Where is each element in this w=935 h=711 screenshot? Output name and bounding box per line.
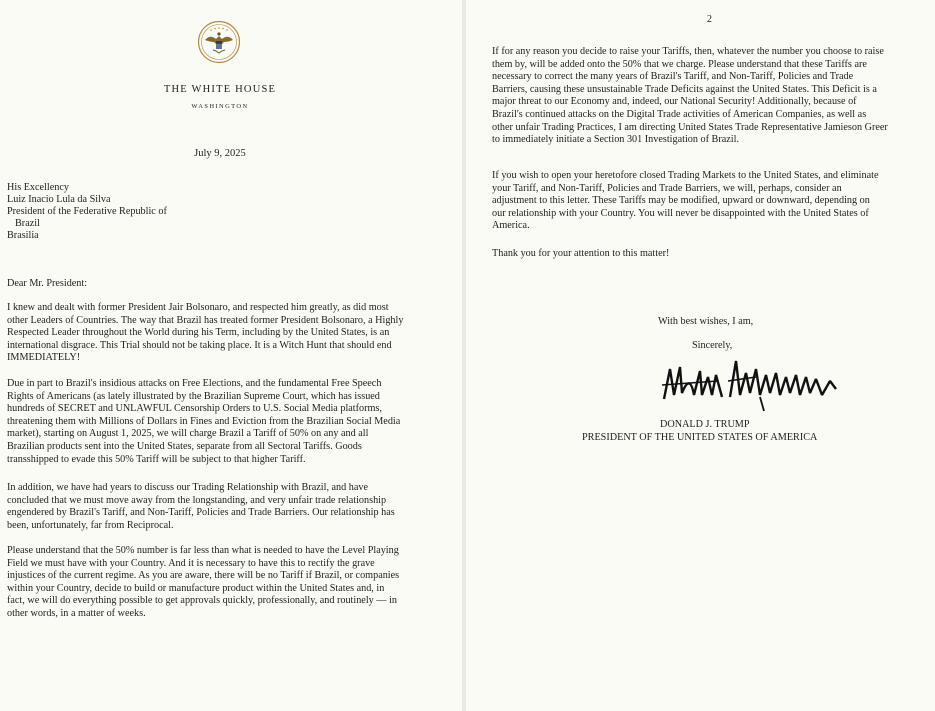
text-line: adjustment to this letter. These Tariffs may be modified, upward or downward, depending on — [492, 195, 870, 207]
addressee-line: President of the Federative Republic of — [7, 206, 167, 217]
text-line: injustices of the current regime. As you are aware, there will be no Tariff if Brazil, or companies — [7, 570, 400, 582]
paragraph-4 — [7, 545, 447, 621]
text-line: Please understand that the 50% number is far less than what is needed to have the Level Playing — [7, 545, 399, 556]
signer-block — [582, 418, 818, 444]
text-line: Barriers, causing these unsustainable Trade Deficits against the United States. This Deficit is a — [492, 83, 877, 95]
text-line: America. — [492, 220, 530, 232]
page-number: 2 — [707, 14, 712, 25]
text-line: to immediately initiate a Section 301 Investigation of Brazil. — [492, 134, 739, 146]
addressee-line: Brazil — [15, 218, 40, 229]
text-line: international disgrace. This Trial should not be taking place. It is a Witch Hunt that should end — [7, 339, 392, 351]
text-line: hundreds of SECRET and UNLAWFUL Censorship Orders to U.S. Social Media platforms, — [7, 403, 382, 415]
signer-title: PRESIDENT OF THE UNITED STATES OF AMERICA — [582, 432, 818, 443]
text-line: Brazilian products sent into the United States, separate from all Sectoral Tariffs. Goods — [7, 440, 362, 452]
closing-best-wishes: With best wishes, I am, — [658, 316, 754, 327]
text-line: concluded that we must move away from the longstanding, and very unfair trade relationship — [7, 494, 387, 506]
text-line: I knew and dealt with former President Jair Bolsonaro, and respected him greatly, as did most — [7, 302, 389, 313]
paragraph-6 — [492, 170, 930, 233]
text-line: threatening them with Millions of Dollars in Fines and Eviction from the Brazilian Social Media — [7, 415, 401, 427]
text-line: Field we must have with your Country. And it is necessary to have this to rectify the grave — [7, 557, 375, 569]
paragraph-5 — [492, 46, 930, 147]
handwritten-signature-icon — [660, 355, 840, 415]
text-line: If you wish to open your heretofore closed Trading Markets to the United States, and eliminate — [492, 170, 879, 181]
letter-page-2 — [466, 0, 935, 711]
text-line: Rights of Americans (as lately illustrated by the Brazilian Supreme Court, which has issued — [7, 390, 380, 402]
letter-date: July 9, 2025 — [194, 148, 246, 159]
paragraph-3 — [7, 482, 447, 532]
presidential-seal-icon — [197, 20, 241, 64]
text-line: them by, will be added onto the 50% that we charge. Please understand that these Tariffs are — [492, 58, 867, 70]
text-line: market), starting on August 1, 2025, we will charge Brazil a Tariff of 50% on any and all — [7, 428, 369, 440]
addressee-line: Luiz Inacio Lula da Silva — [7, 194, 111, 205]
text-line: Brazil's continued attacks on the Digital Trade activities of American Companies, as well as — [492, 108, 867, 120]
text-line: engendered by Brazil's Tariff, and Non-Tariff, Policies and Trade Barriers. Our relationship has — [7, 507, 395, 519]
closing-sincerely: Sincerely, — [692, 340, 733, 351]
text-line: been, unfortunately, far from Reciprocal. — [7, 519, 174, 531]
addressee-line: His Excellency — [7, 182, 69, 193]
text-line: In addition, we have had years to discuss our Trading Relationship with Brazil, and have — [7, 482, 369, 493]
text-line: transshipped to evade this 50% Tariff will be subject to that higher Tariff. — [7, 453, 306, 465]
text-line: your Tariff, and Non-Tariff, Policies and Trade Barriers, we will, perhaps, consider an — [492, 182, 842, 194]
text-line: our relationship with your Country. You will never be disappointed with the United States of — [492, 207, 869, 219]
paragraph-7 — [492, 248, 930, 261]
paragraph-1 — [7, 302, 447, 365]
text-line: necessary to correct the many years of Brazil's Tariff, and Non-Tariff, Policies and Trade — [492, 71, 854, 83]
text-line: Thank you for your attention to this matter! — [492, 248, 670, 259]
letter-page-1 — [0, 0, 462, 711]
salutation: Dear Mr. President: — [7, 278, 88, 289]
text-line: other unfair Trading Practices, I am directing United States Trade Representative Jamieson Greer — [492, 121, 888, 133]
text-line: within your Country, decide to build or manufacture product within the United States and, in — [7, 582, 385, 594]
addressee-line: Brasilia — [7, 230, 39, 241]
text-line: fact, we will do everything possible to get approvals quickly, professionally, and routinely — in — [7, 595, 397, 607]
letterhead-location: WASHINGTON — [191, 103, 249, 110]
text-line: other words, in a matter of weeks. — [7, 607, 146, 619]
text-line: other Leaders of Countries. The way that Brazil has treated former President Bolsonaro, a Highly — [7, 314, 404, 326]
text-line: IMMEDIATELY! — [7, 352, 81, 364]
letterhead-title: THE WHITE HOUSE — [163, 84, 277, 95]
text-line: If for any reason you decide to raise your Tariffs, then, whatever the number you choose to raise — [492, 46, 884, 57]
signer-name: DONALD J. TRUMP — [660, 419, 750, 430]
paragraph-2 — [7, 378, 447, 466]
text-line: Due in part to Brazil's insidious attacks on Free Elections, and the fundamental Free Speech — [7, 378, 382, 389]
text-line: major threat to our Economy and, indeed, our National Security! Additionally, because of — [492, 96, 857, 108]
addressee-block — [7, 182, 167, 242]
text-line: Respected Leader throughout the World during his Term, including by the United States, is an — [7, 327, 390, 339]
